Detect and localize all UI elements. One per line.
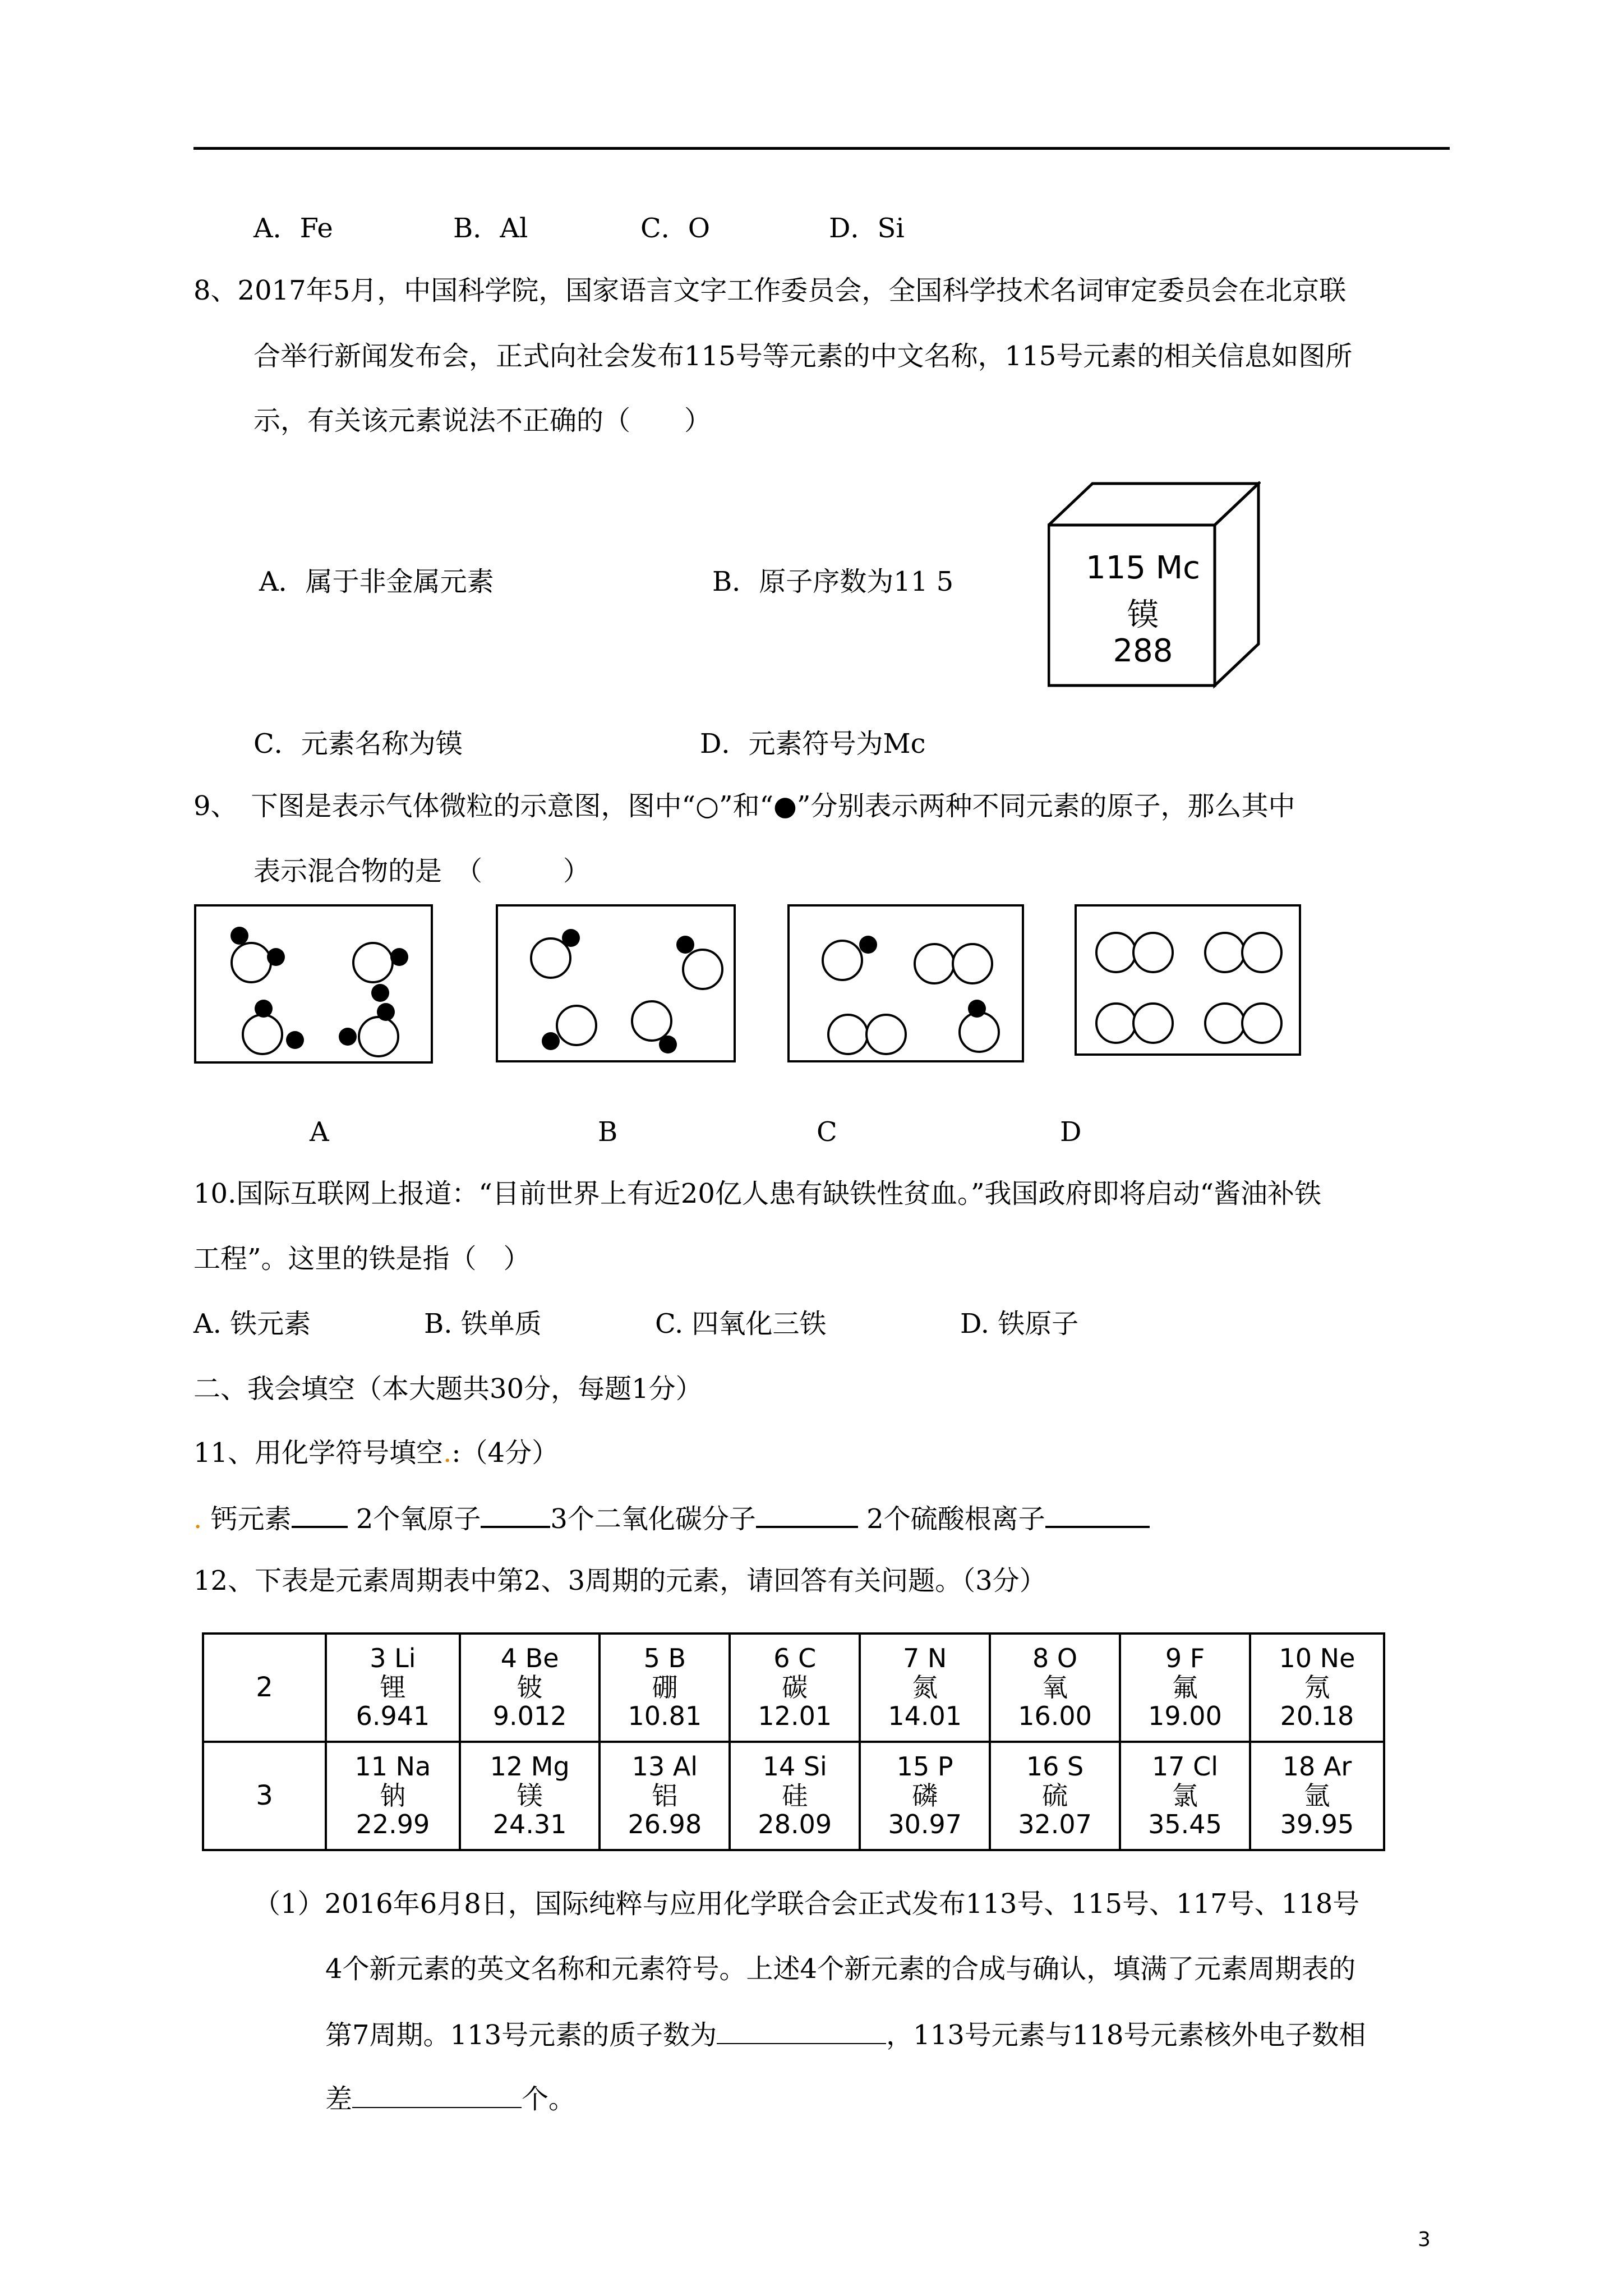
- diagram-label-c: C: [817, 1116, 837, 1148]
- q11-score: （4分）: [460, 1437, 559, 1469]
- q9-line2: 表示混合物的是 （ ）: [253, 855, 591, 887]
- answer-blank[interactable]: [1045, 1503, 1150, 1528]
- header-rule: [193, 147, 1450, 150]
- q9-line1: 9、 下图是表示气体微粒的示意图，图中“○”和“●”分别表示两种不同元素的原子，那么其中: [193, 790, 1295, 822]
- cube-atomic-mass: 288: [1113, 633, 1173, 669]
- particle-diagram-a: [194, 904, 433, 1064]
- answer-blank[interactable]: [352, 2085, 522, 2108]
- q12-sub1-text: 个。: [522, 2083, 576, 2115]
- element-cell: 12 Mg 镁 24.31: [460, 1742, 600, 1850]
- q12-sub1-line2: 4个新元素的英文名称和元素符号。上述4个新元素的合成与确认，填满了元素周期表的: [325, 1953, 1356, 1985]
- q11-title-line: 11、用化学符号填空.:（4分）: [193, 1437, 559, 1469]
- q10-option-a: A. 铁元素: [193, 1308, 311, 1340]
- q11-blanks-line: [193, 1503, 1150, 1533]
- q8-option-c: C．元素名称为镆: [253, 728, 463, 760]
- q10-line1: 10.国际互联网上报道：“目前世界上有近20亿人患有缺铁性贫血。”我国政府即将启动“酱油补铁: [193, 1178, 1322, 1209]
- section-2-title: 二、我会填空（本大题共30分，每题1分）: [193, 1373, 703, 1405]
- cube-number-symbol: 115 Mc: [1086, 550, 1200, 586]
- answer-blank[interactable]: [481, 1503, 550, 1528]
- element-cell: 14 Si 硅 28.09: [730, 1742, 860, 1850]
- cube-element-name: 镆: [1127, 597, 1159, 633]
- diagram-c-particles: [790, 907, 1026, 1065]
- particle-diagram-c: [787, 904, 1024, 1062]
- diagram-label-a: A: [310, 1116, 329, 1148]
- answer-blank[interactable]: [756, 1503, 858, 1528]
- answer-blank[interactable]: [292, 1503, 348, 1528]
- q10-option-b: B. 铁单质: [424, 1308, 542, 1340]
- table-row: [203, 1742, 1384, 1850]
- q8-option-b: B．原子序数为11 5: [712, 566, 954, 597]
- q11-item-co2-molecules: 3个二氧化碳分子: [550, 1503, 756, 1535]
- diagram-d-particles: [1077, 907, 1303, 1058]
- q10-option-c: C. 四氧化三铁: [655, 1308, 827, 1340]
- particle-diagram-b: [496, 904, 736, 1062]
- diagram-label-b: B: [598, 1116, 618, 1148]
- element-cell: 6 C 碳 12.01: [730, 1634, 860, 1742]
- element-115-cube: [1048, 481, 1261, 690]
- q10-line2: 工程”。这里的铁是指（ ）: [193, 1243, 531, 1274]
- q7-option-a: A．Fe: [253, 213, 333, 244]
- q7-option-c: C．O: [640, 213, 711, 244]
- diagram-b-particles: [498, 907, 738, 1065]
- q11-title: 11、用化学符号填空: [193, 1437, 444, 1469]
- q8-line3: 示，有关该元素说法不正确的（ ）: [253, 405, 712, 436]
- diagram-label-d: D: [1060, 1116, 1082, 1148]
- period-number: 3: [203, 1742, 326, 1850]
- q8-option-d: D．元素符号为Mc: [700, 728, 926, 760]
- element-cell: 15 P 磷 30.97: [860, 1742, 990, 1850]
- q8-line1: 8、2017年5月，中国科学院，国家语言文字工作委员会，全国科学技术名词审定委员会在北京联: [193, 275, 1347, 306]
- q12-sub1-text: 差: [325, 2083, 353, 2115]
- element-cell: 8 O 氧 16.00: [990, 1634, 1120, 1742]
- q12-sub1-line3: [325, 2021, 1366, 2049]
- periodic-table-excerpt: [202, 1632, 1385, 1851]
- element-cell: 3 Li 锂 6.941: [326, 1634, 460, 1742]
- orange-dot-mark: .: [443, 1437, 452, 1469]
- q7-option-b: B．Al: [453, 213, 528, 244]
- page-number: 3: [1418, 2228, 1431, 2251]
- answer-blank[interactable]: [717, 2021, 886, 2044]
- period-number: 2: [203, 1634, 326, 1742]
- element-cell: 18 Ar 氩 39.95: [1250, 1742, 1384, 1850]
- q11-item-oxygen-atoms: 2个氧原子: [356, 1503, 481, 1535]
- q12-sub1-text: 第7周期。113号元素的质子数为: [325, 2019, 717, 2051]
- element-cell: 16 S 硫 32.07: [990, 1742, 1120, 1850]
- element-cell: 4 Be 铍 9.012: [460, 1634, 600, 1742]
- q12-title: 12、下表是元素周期表中第2、3周期的元素，请回答有关问题。（3分）: [193, 1565, 1046, 1596]
- element-cell: 7 N 氮 14.01: [860, 1634, 990, 1742]
- q11-item-sulfate-ions: 2个硫酸根离子: [866, 1503, 1045, 1535]
- orange-dot-mark: .: [193, 1503, 202, 1535]
- element-cell: 17 Cl 氯 35.45: [1120, 1742, 1250, 1850]
- q10-option-d: D. 铁原子: [960, 1308, 1079, 1340]
- q12-sub1-line4: [325, 2085, 575, 2113]
- element-cell: 10 Ne 氖 20.18: [1250, 1634, 1384, 1742]
- q7-option-d: D．Si: [829, 213, 905, 244]
- diagram-a-particles: [196, 907, 435, 1066]
- q8-line2: 合举行新闻发布会，正式向社会发布115号等元素的中文名称，115号元素的相关信息如图所: [253, 341, 1353, 372]
- particle-diagram-d: [1075, 904, 1301, 1056]
- q8-option-a: A．属于非金属元素: [259, 566, 494, 597]
- q11-item-calcium: 钙元素: [210, 1503, 292, 1535]
- element-cell: 13 Al 铝 26.98: [600, 1742, 730, 1850]
- table-row: [203, 1634, 1384, 1742]
- element-cell: 11 Na 钠 22.99: [326, 1742, 460, 1850]
- element-cell: 9 F 氟 19.00: [1120, 1634, 1250, 1742]
- q12-sub1-line1: （1）2016年6月8日，国际纯粹与应用化学联合会正式发布113号、115号、117号、118号: [253, 1888, 1360, 1920]
- q12-sub1-text: ，113号元素与118号元素核外电子数相: [886, 2019, 1366, 2051]
- element-cell: 5 B 硼 10.81: [600, 1634, 730, 1742]
